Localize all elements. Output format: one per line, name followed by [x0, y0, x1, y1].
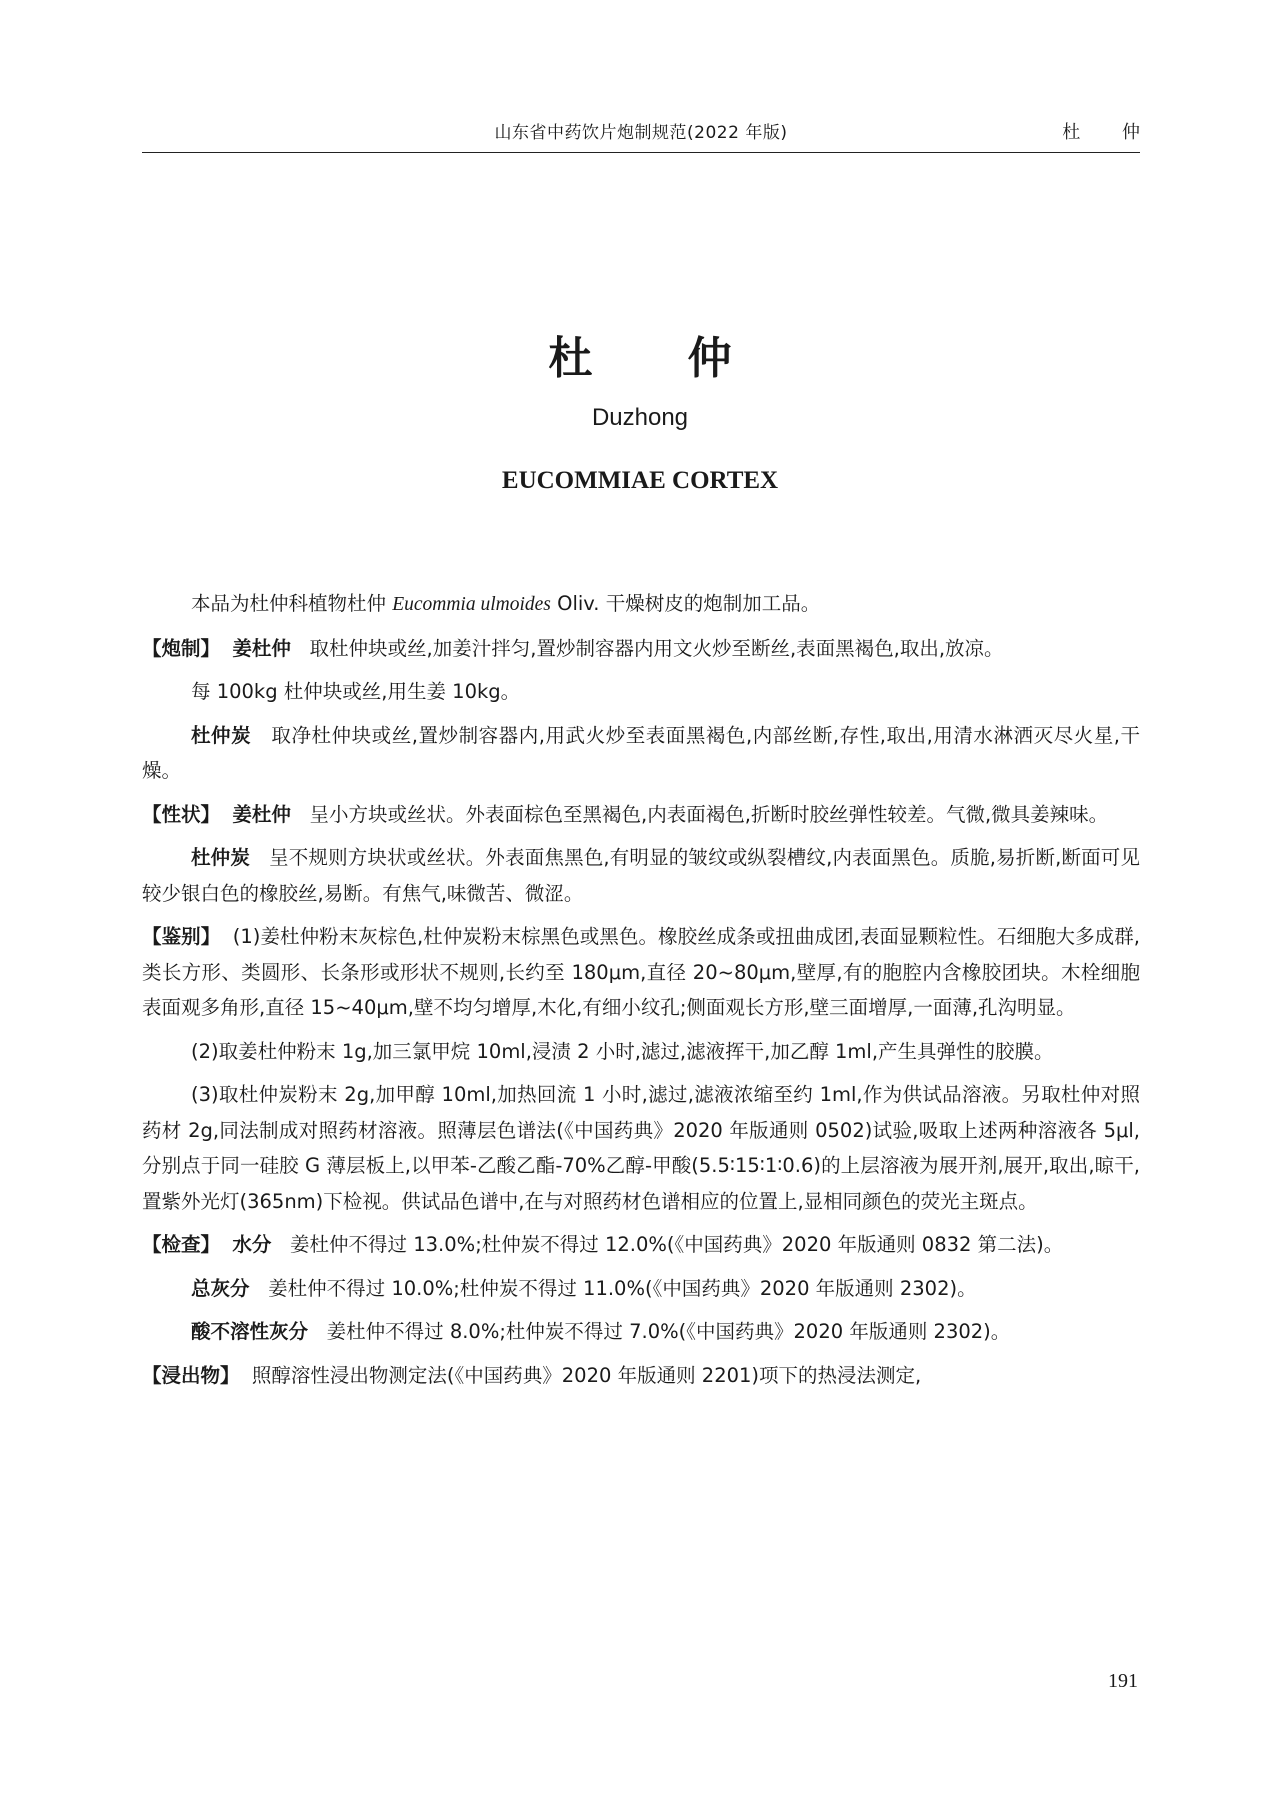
text: 姜杜仲不得过 10.0%;杜仲炭不得过 11.0%(《中国药典》2020 年版通则 2302)。 — [268, 1276, 977, 1300]
text: 每 100kg 杜仲块或丝,用生姜 10kg。 — [191, 680, 521, 703]
subsection-label: 总灰分 — [191, 1276, 250, 1300]
text: (1)姜杜仲粉末灰棕色,杜仲炭粉末棕黑色或黑色。橡胶丝成条或扭曲成团,表面显颗粒性。石细胞大多成群,类长方形、类圆形、长条形或形状不规则,长约至 180μm,直径 20~80μm,壁厚,有的胞腔内含橡胶团块。木栓细胞表面观多角形,直径 15~40μm,壁不均匀增厚,木化,有细小纹孔;侧面观长方形,壁三面增厚,一面薄,孔沟明显。 — [142, 925, 1140, 1019]
running-header — [142, 112, 1158, 152]
paragraph-acid-ash — [142, 1314, 1140, 1350]
text: 姜杜仲不得过 13.0%;杜仲炭不得过 12.0%(《中国药典》2020 年版通则 0832 第二法)。 — [290, 1233, 1064, 1256]
text: (3)取杜仲炭粉末 2g,加甲醇 10ml,加热回流 1 小时,滤过,滤液浓缩至约 1ml,作为供试品溶液。另取杜仲对照药材 2g,同法制成对照药材溶液。照薄层色谱法(《中国药典》2020 年版通则 0502)试验,吸取上述两种溶液各 5μl,分别点于同一硅胶 G 薄层板上,以甲苯-乙酸乙酯-70%乙醇-甲酸(5.5∶15∶1∶0.6)的上层溶液为展开剂,展开,取出,晾干,置紫外光灯(365nm)下检视。供试品色谱中,在与对照药材色谱相应的位置上,显相同颜色的荧光主斑点。 — [142, 1083, 1140, 1213]
section-label: 【检查】 — [142, 1233, 221, 1256]
text: 本品为杜仲科植物杜仲 — [191, 592, 393, 615]
paragraph-charcoal — [142, 718, 1140, 789]
paragraph-identification-3 — [142, 1077, 1140, 1219]
text: 呈不规则方块状或丝状。外表面焦黑色,有明显的皱纹或纵裂槽纹,内表面黑色。质脆,易折断,断面可见较少银白色的橡胶丝,易断。有焦气,味微苦、微涩。 — [142, 846, 1140, 905]
paragraph-identification-2 — [142, 1034, 1140, 1070]
section-label: 【鉴别】 — [142, 925, 221, 948]
paragraph-source — [142, 586, 1140, 623]
paragraph-identification — [142, 919, 1140, 1026]
book-title: 山东省中药饮片炮制规范(2022 年版) — [494, 123, 788, 143]
subsection-label: 水分 — [232, 1233, 272, 1256]
entry-title-latin: EUCOMMIAE CORTEX — [501, 467, 779, 494]
text: 呈小方块或丝状。外表面棕色至黑褐色,内表面褐色,折断时胶丝弹性较差。气微,微具姜辣味。 — [309, 802, 1109, 826]
paragraph-ratio — [142, 674, 1140, 710]
entry-body — [142, 586, 1140, 1401]
subsection-label: 姜杜仲 — [232, 802, 291, 826]
text: 取杜仲块或丝,加姜汁拌匀,置炒制容器内用文火炒至断丝,表面黑褐色,取出,放凉。 — [309, 636, 1004, 660]
text: 照醇溶性浸出物测定法(《中国药典》2020 年版通则 2201)项下的热浸法测定, — [251, 1363, 922, 1387]
paragraph-description-charcoal — [142, 840, 1140, 911]
subsection-label: 杜仲炭 — [191, 846, 250, 869]
paragraph-description — [142, 797, 1140, 833]
subsection-label: 杜仲炭 — [191, 723, 252, 747]
header-rule — [142, 152, 1140, 153]
section-name: 杜 仲 — [1062, 122, 1158, 143]
text: Oliv. 干燥树皮的炮制加工品。 — [550, 592, 821, 615]
section-label: 【浸出物】 — [142, 1363, 240, 1387]
entry-title-chinese: 杜 仲 — [548, 333, 772, 384]
section-label: 【性状】 — [142, 802, 221, 826]
section-label: 【炮制】 — [142, 636, 221, 660]
paragraph-processing — [142, 631, 1140, 667]
text: 姜杜仲不得过 8.0%;杜仲炭不得过 7.0%(《中国药典》2020 年版通则 2302)。 — [326, 1320, 1011, 1343]
text: (2)取姜杜仲粉末 1g,加三氯甲烷 10ml,浸渍 2 小时,滤过,滤液挥干,加乙醇 1ml,产生具弹性的胶膜。 — [191, 1039, 1054, 1063]
page-number: 191 — [1108, 1670, 1138, 1692]
latin-name: Eucommia ulmoides — [392, 594, 551, 615]
paragraph-total-ash — [142, 1271, 1140, 1307]
paragraph-inspection — [142, 1227, 1140, 1263]
paragraph-extract — [142, 1358, 1140, 1394]
text: 取净杜仲块或丝,置炒制容器内,用武火炒至表面黑褐色,内部丝断,存性,取出,用清水淋洒灭尽火星,干燥。 — [142, 723, 1140, 782]
entry-title-pinyin: Duzhong — [591, 404, 689, 431]
subsection-label: 酸不溶性灰分 — [191, 1320, 309, 1343]
subsection-label: 姜杜仲 — [232, 636, 291, 660]
